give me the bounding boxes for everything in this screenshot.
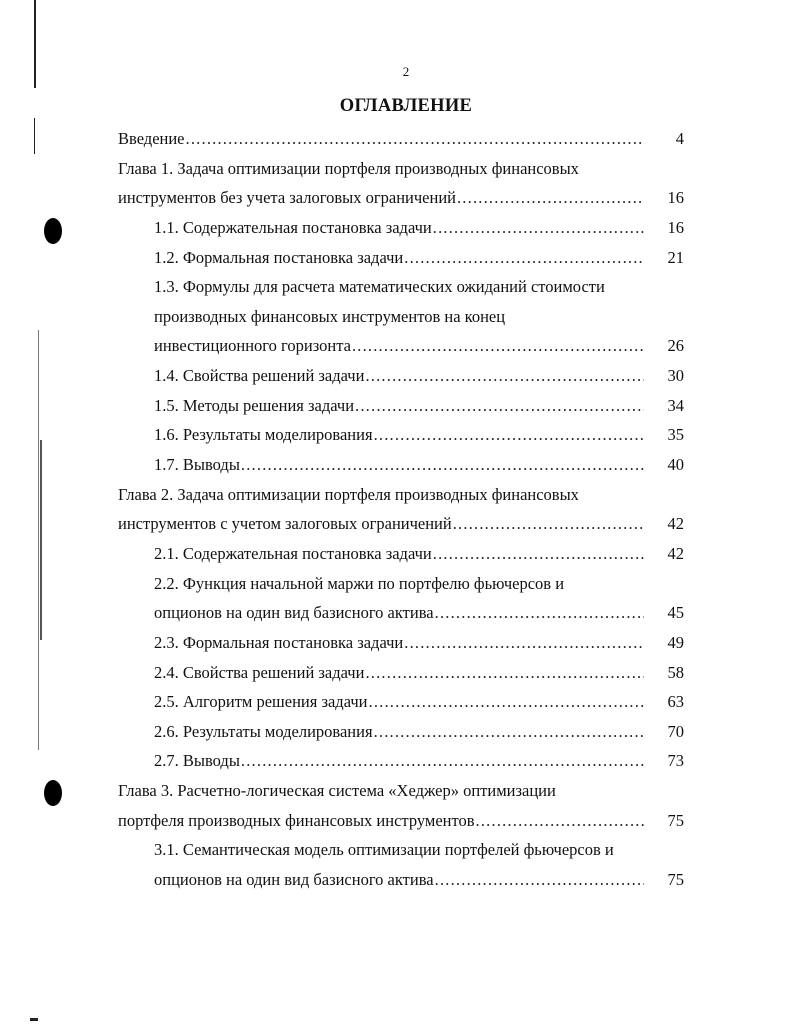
dot-leader (433, 213, 644, 243)
toc-page-number: 40 (667, 455, 684, 475)
toc-entry-text: 1.7. Выводы (154, 455, 240, 475)
table-of-contents (118, 124, 686, 895)
dot-leader (453, 509, 644, 539)
toc-entry-text: 1.1. Содержательная постановка задачи (154, 217, 432, 237)
dot-leader (435, 598, 644, 628)
toc-entry (118, 717, 686, 747)
toc-entry (118, 391, 686, 421)
dot-leader (355, 391, 644, 421)
toc-entry (118, 835, 686, 865)
toc-entry (118, 598, 686, 628)
toc-entry-text: Введение (118, 129, 185, 148)
toc-page-number: 16 (667, 217, 684, 237)
toc-entry-text: 2.4. Свойства решений задачи (154, 662, 365, 682)
toc-entry-text: портфеля производных финансовых инструментов (118, 810, 475, 830)
dot-leader (433, 539, 644, 569)
toc-page-number: 42 (667, 514, 684, 534)
toc-page-number: 63 (667, 692, 684, 712)
toc-entry-text: опционов на один вид базисного актива (154, 870, 434, 890)
toc-entry-text: 2.5. Алгоритм решения задачи (154, 692, 368, 712)
toc-entry-text: Глава 1. Задача оптимизации портфеля производных финансовых (118, 158, 579, 178)
toc-entry (118, 569, 686, 599)
dot-leader (404, 243, 644, 273)
toc-entry-text: 1.2. Формальная постановка задачи (154, 247, 404, 267)
dot-leader (374, 717, 644, 747)
toc-page-number: 70 (667, 721, 684, 741)
toc-entry (118, 361, 686, 391)
dot-leader (186, 124, 644, 154)
punch-hole (44, 218, 62, 244)
page-title: ОГЛАВЛЕНИЕ (339, 96, 473, 116)
toc-entry-text: 3.1. Семантическая модель оптимизации портфелей фьючерсов и (154, 840, 614, 860)
toc-entry (118, 509, 686, 539)
toc-entry (118, 272, 686, 302)
toc-page-number: 42 (667, 543, 684, 563)
toc-page-number: 30 (667, 366, 684, 386)
toc-entry-text: 1.5. Методы решения задачи (154, 395, 355, 415)
dot-leader (369, 687, 645, 717)
scan-edge-line (30, 1018, 38, 1021)
toc-entry (118, 420, 686, 450)
toc-entry (118, 450, 686, 480)
toc-entry-text: 1.4. Свойства решений задачи (154, 366, 365, 386)
toc-entry (118, 213, 686, 243)
toc-page-number: 26 (667, 336, 684, 356)
toc-page-number: 75 (667, 810, 684, 830)
toc-entry-text: инструментов без учета залоговых ограничений (118, 188, 456, 208)
dot-leader (435, 865, 644, 895)
toc-page-number: 49 (667, 632, 684, 652)
toc-entry (118, 776, 686, 806)
toc-entry (118, 302, 686, 332)
toc-entry (118, 746, 686, 776)
toc-entry (118, 687, 686, 717)
toc-entry-text: 2.3. Формальная постановка задачи (154, 632, 404, 652)
dot-leader (476, 806, 644, 836)
toc-entry-text: 1.6. Результаты моделирования (154, 425, 373, 445)
dot-leader (365, 658, 644, 688)
toc-entry-text: 2.6. Результаты моделирования (154, 721, 373, 741)
toc-entry (118, 628, 686, 658)
dot-leader (241, 746, 644, 776)
toc-entry (118, 243, 686, 273)
page-number: 2 (402, 64, 410, 79)
toc-entry (118, 865, 686, 895)
toc-entry (118, 658, 686, 688)
toc-entry (118, 124, 686, 154)
dot-leader (352, 331, 644, 361)
toc-entry-text: инвестиционного горизонта (154, 336, 351, 356)
toc-page-number: 16 (667, 188, 684, 208)
toc-entry-text: 2.7. Выводы (154, 751, 240, 771)
toc-entry-text: Глава 2. Задача оптимизации портфеля производных финансовых (118, 484, 579, 504)
toc-entry-text: производных финансовых инструментов на конец (154, 306, 506, 326)
toc-entry (118, 539, 686, 569)
toc-page-number: 58 (667, 662, 684, 682)
toc-page-number: 21 (667, 247, 684, 267)
toc-entry (118, 480, 686, 510)
toc-entry (118, 183, 686, 213)
toc-entry (118, 806, 686, 836)
scan-edge-line (38, 330, 39, 750)
toc-entry (118, 331, 686, 361)
dot-leader (374, 420, 644, 450)
toc-page-number: 4 (675, 129, 684, 148)
toc-page-number: 45 (667, 603, 684, 623)
dot-leader (404, 628, 644, 658)
toc-entry-text: Глава 3. Расчетно-логическая система «Хеджер» оптимизации (118, 781, 556, 801)
dot-leader (457, 183, 644, 213)
toc-entry-text: инструментов с учетом залоговых ограничений (118, 514, 452, 534)
toc-page-number: 75 (667, 870, 684, 890)
toc-entry-text: 2.1. Содержательная постановка задачи (154, 543, 432, 563)
toc-entry-text: опционов на один вид базисного актива (154, 603, 434, 623)
toc-entry (118, 154, 686, 184)
dot-leader (241, 450, 644, 480)
scan-edge-line (40, 440, 42, 640)
toc-page-number: 73 (667, 751, 684, 771)
scan-edge-line (34, 118, 35, 154)
toc-page-number: 35 (667, 425, 684, 445)
toc-entry-text: 1.3. Формулы для расчета математических ожиданий стоимости (154, 277, 605, 297)
dot-leader (365, 361, 644, 391)
punch-hole (44, 780, 62, 806)
toc-entry-text: 2.2. Функция начальной маржи по портфелю фьючерсов и (154, 573, 565, 593)
toc-page-number: 34 (667, 395, 684, 415)
